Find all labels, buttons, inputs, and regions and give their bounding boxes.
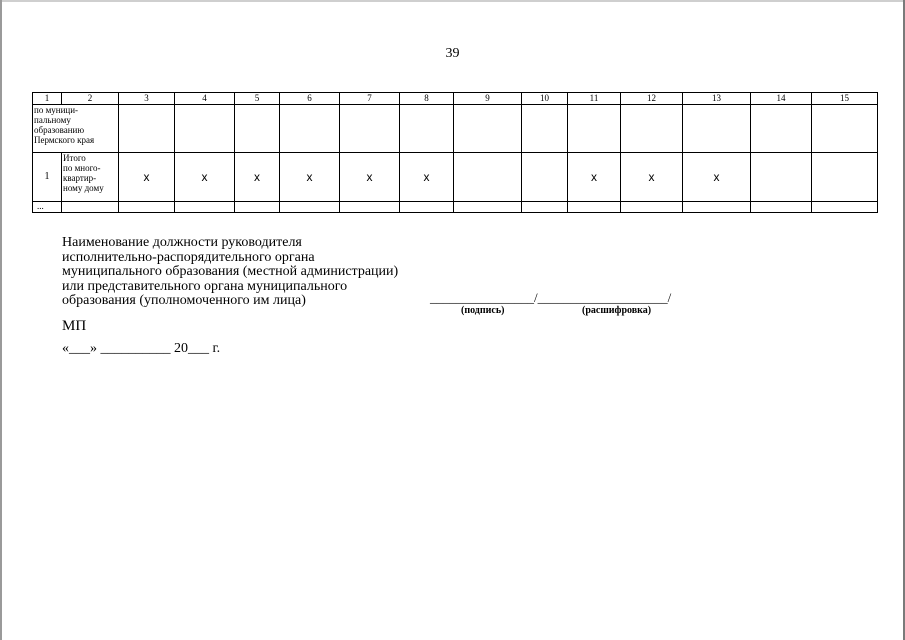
- col-header: 6: [280, 93, 340, 105]
- table-cell: [812, 153, 878, 202]
- table-cell: [568, 153, 621, 202]
- cross-mark: x: [143, 170, 150, 184]
- table-cell: [751, 153, 812, 202]
- position-line: или представительного органа муниципального: [62, 278, 348, 294]
- table-cell: [683, 202, 751, 213]
- municipal-label-line: образованию: [34, 125, 85, 135]
- cross-mark: x: [423, 170, 430, 184]
- table-cell: [812, 202, 878, 213]
- row-number-cell: [33, 202, 62, 213]
- row-number: 1: [44, 171, 50, 182]
- col-header: 11: [568, 93, 621, 105]
- table-row-dots: [33, 202, 878, 213]
- signatory-position: [62, 236, 398, 309]
- position-line: исполнительно-распорядительного органа: [62, 249, 315, 265]
- table-cell: [280, 105, 340, 153]
- cross-mark: x: [648, 170, 655, 184]
- table-row-total: [33, 153, 878, 202]
- table-cell: [751, 105, 812, 153]
- scan-edge-top: [0, 0, 905, 2]
- table-cell: [522, 202, 568, 213]
- municipal-label-cell: [33, 105, 119, 153]
- table-cell: [400, 105, 454, 153]
- stamp-placeholder: МП: [62, 318, 87, 334]
- table-cell: [621, 202, 683, 213]
- col-header: 4: [175, 93, 235, 105]
- municipal-label-line: Пермского края: [34, 135, 95, 145]
- report-table: [32, 92, 878, 213]
- col-header: 12: [621, 93, 683, 105]
- position-line: образования (уполномоченного им лица): [62, 293, 306, 308]
- table-cell: [568, 105, 621, 153]
- table-cell: [568, 202, 621, 213]
- table-cell: [340, 153, 400, 202]
- table-cell: [280, 153, 340, 202]
- table-cell: [522, 153, 568, 202]
- position-line: Наименование должности руководителя: [62, 235, 302, 250]
- table-row-municipal: [33, 105, 878, 153]
- col-header: 13: [683, 93, 751, 105]
- cross-mark: x: [306, 170, 313, 184]
- table-cell: [235, 202, 280, 213]
- table-cell: [400, 202, 454, 213]
- page-number: 39: [445, 46, 460, 61]
- table-cell: [235, 105, 280, 153]
- col-header: 9: [454, 93, 522, 105]
- table-header-row: [33, 93, 878, 105]
- col-header: 3: [119, 93, 175, 105]
- table-cell: [454, 153, 522, 202]
- table-cell: [175, 202, 235, 213]
- cross-mark: x: [254, 170, 260, 184]
- table-cell: [340, 105, 400, 153]
- signature-caption: (подпись): [461, 305, 505, 316]
- cross-mark: x: [713, 170, 720, 184]
- col-header: 15: [812, 93, 878, 105]
- table-cell: [683, 153, 751, 202]
- total-label-line: ному дому: [63, 183, 104, 193]
- municipal-label-line: по муници-: [34, 105, 79, 115]
- total-label-line: квартир-: [63, 173, 97, 183]
- col-header: 2: [62, 93, 119, 105]
- table-cell: [621, 153, 683, 202]
- cross-mark: x: [201, 170, 208, 184]
- col-header: 14: [751, 93, 812, 105]
- col-header: 10: [522, 93, 568, 105]
- table-cell: [812, 105, 878, 153]
- table-cell: [175, 105, 235, 153]
- col-header: 5: [235, 93, 280, 105]
- table-cell: [340, 202, 400, 213]
- municipal-label-line: пальному: [34, 115, 71, 125]
- cross-mark: x: [366, 170, 373, 184]
- table-cell: [454, 105, 522, 153]
- table-cell: [119, 202, 175, 213]
- signature-line: ________________/____________________/: [430, 290, 672, 305]
- date-line: «___» __________ 20___ г.: [62, 341, 221, 356]
- table-cell: [62, 202, 119, 213]
- col-header: 8: [400, 93, 454, 105]
- table-cell: [400, 153, 454, 202]
- cross-mark: x: [591, 170, 597, 184]
- table-cell: [683, 105, 751, 153]
- position-line: муниципального образования (местной администрации): [62, 264, 399, 279]
- row-number-cell: [33, 153, 62, 202]
- table-cell: [280, 202, 340, 213]
- table-cell: [522, 105, 568, 153]
- table-cell: [119, 153, 175, 202]
- col-header: 1: [33, 93, 62, 105]
- table-cell: [621, 105, 683, 153]
- decode-caption: (расшифровка): [582, 305, 652, 316]
- ellipsis: ...: [37, 201, 44, 211]
- total-label-line: Итого: [63, 153, 86, 163]
- col-header: 7: [340, 93, 400, 105]
- table-cell: [119, 105, 175, 153]
- table-cell: [235, 153, 280, 202]
- table-cell: [751, 202, 812, 213]
- scan-edge-left: [0, 0, 2, 640]
- total-label-cell: [62, 153, 119, 202]
- table-cell: [454, 202, 522, 213]
- total-label-line: по много-: [63, 163, 101, 173]
- table-cell: [175, 153, 235, 202]
